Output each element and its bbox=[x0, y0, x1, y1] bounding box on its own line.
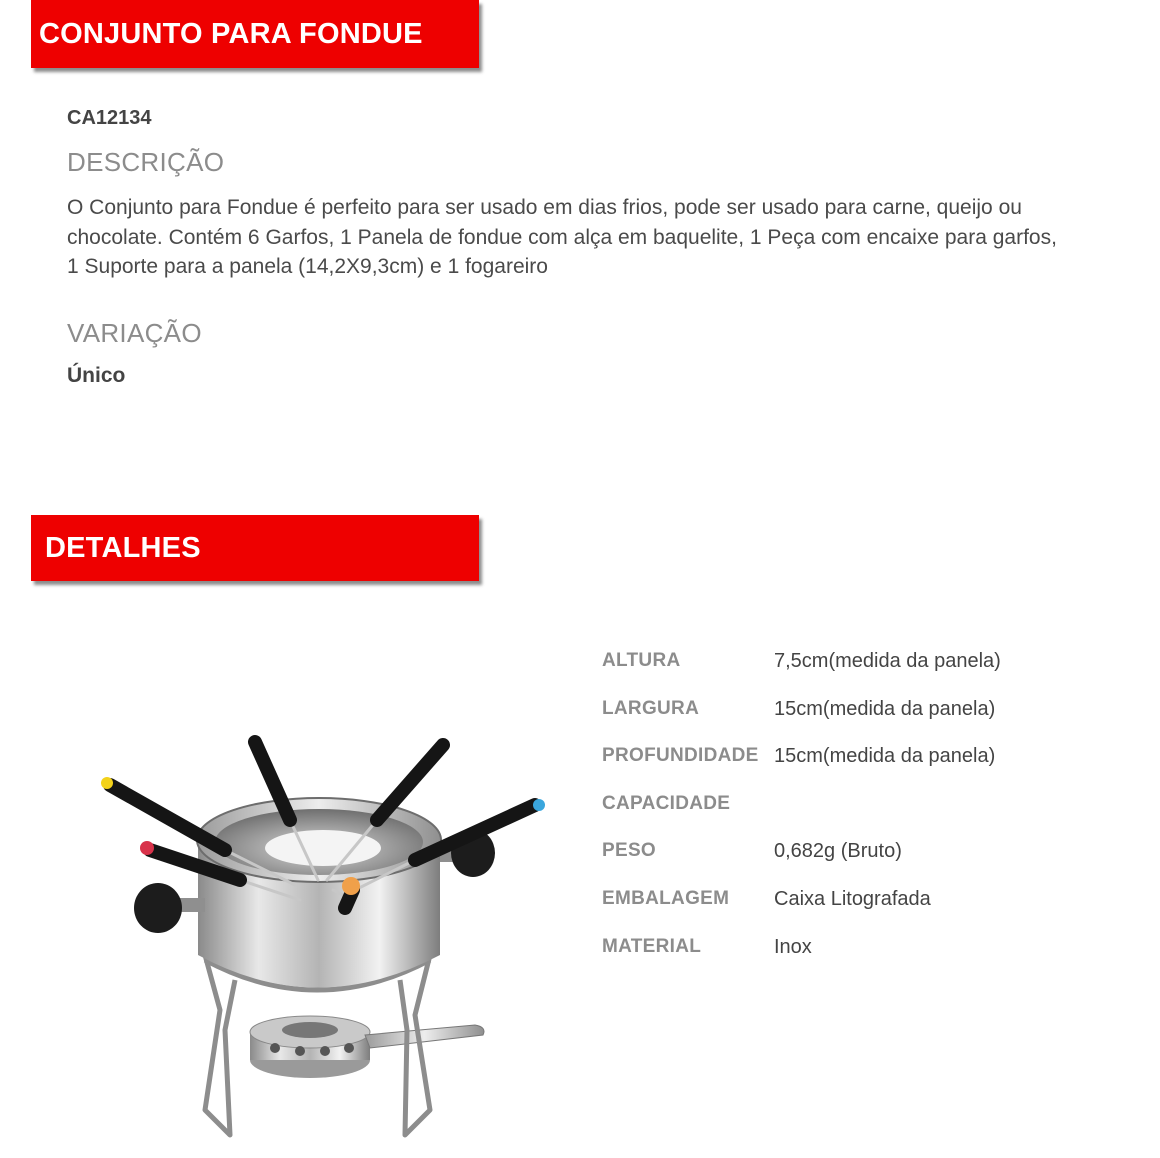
spec-row bbox=[602, 793, 1122, 841]
specs-table bbox=[602, 650, 1122, 983]
page-title: CONJUNTO PARA FONDUE bbox=[39, 17, 423, 50]
description-heading: DESCRIÇÃO bbox=[67, 147, 225, 177]
spec-label: LARGURA bbox=[602, 697, 700, 719]
spec-row bbox=[602, 745, 1122, 793]
description-line: O Conjunto para Fondue é perfeito para ser usado em dias frios, pode ser usado para carne, queijo ou bbox=[67, 196, 1022, 219]
spec-label: ALTURA bbox=[602, 650, 681, 671]
spec-row bbox=[602, 936, 1122, 984]
description-line: chocolate. Contém 6 Garfos, 1 Panela de fondue com alça em baquelite, 1 Peça com encaixe para garfos, bbox=[67, 225, 1057, 249]
spec-value: Inox bbox=[774, 935, 812, 958]
description-text bbox=[67, 193, 1117, 282]
spec-value: 0,682g (Bruto) bbox=[774, 840, 902, 863]
spec-row bbox=[602, 840, 1122, 888]
spec-value: 7,5cm(medida da panela) bbox=[774, 650, 1001, 672]
variation-value: Único bbox=[67, 364, 126, 387]
variation-heading: VARIAÇÃO bbox=[67, 318, 202, 348]
description-line: 1 Suporte para a panela (14,2X9,3cm) e 1 fogareiro bbox=[67, 255, 548, 278]
title-banner bbox=[31, 0, 479, 68]
burner bbox=[250, 1016, 484, 1078]
fondue-set-illustration bbox=[95, 730, 555, 1150]
spec-row bbox=[602, 888, 1122, 936]
spec-row bbox=[602, 698, 1122, 746]
spec-label: CAPACIDADE bbox=[602, 792, 731, 814]
product-sku: CA12134 bbox=[67, 107, 152, 129]
spec-row bbox=[602, 650, 1122, 698]
spec-value: 15cm(medida da panela) bbox=[774, 745, 996, 768]
details-banner bbox=[31, 515, 479, 581]
spec-value: 15cm(medida da panela) bbox=[774, 697, 996, 720]
spec-label: PROFUNDIDADE bbox=[602, 745, 759, 767]
spec-label: PESO bbox=[602, 840, 656, 862]
spec-value: Caixa Litografada bbox=[774, 887, 931, 910]
spec-label: MATERIAL bbox=[602, 935, 702, 957]
spec-label: EMBALAGEM bbox=[602, 887, 730, 909]
details-title: DETALHES bbox=[45, 531, 201, 564]
